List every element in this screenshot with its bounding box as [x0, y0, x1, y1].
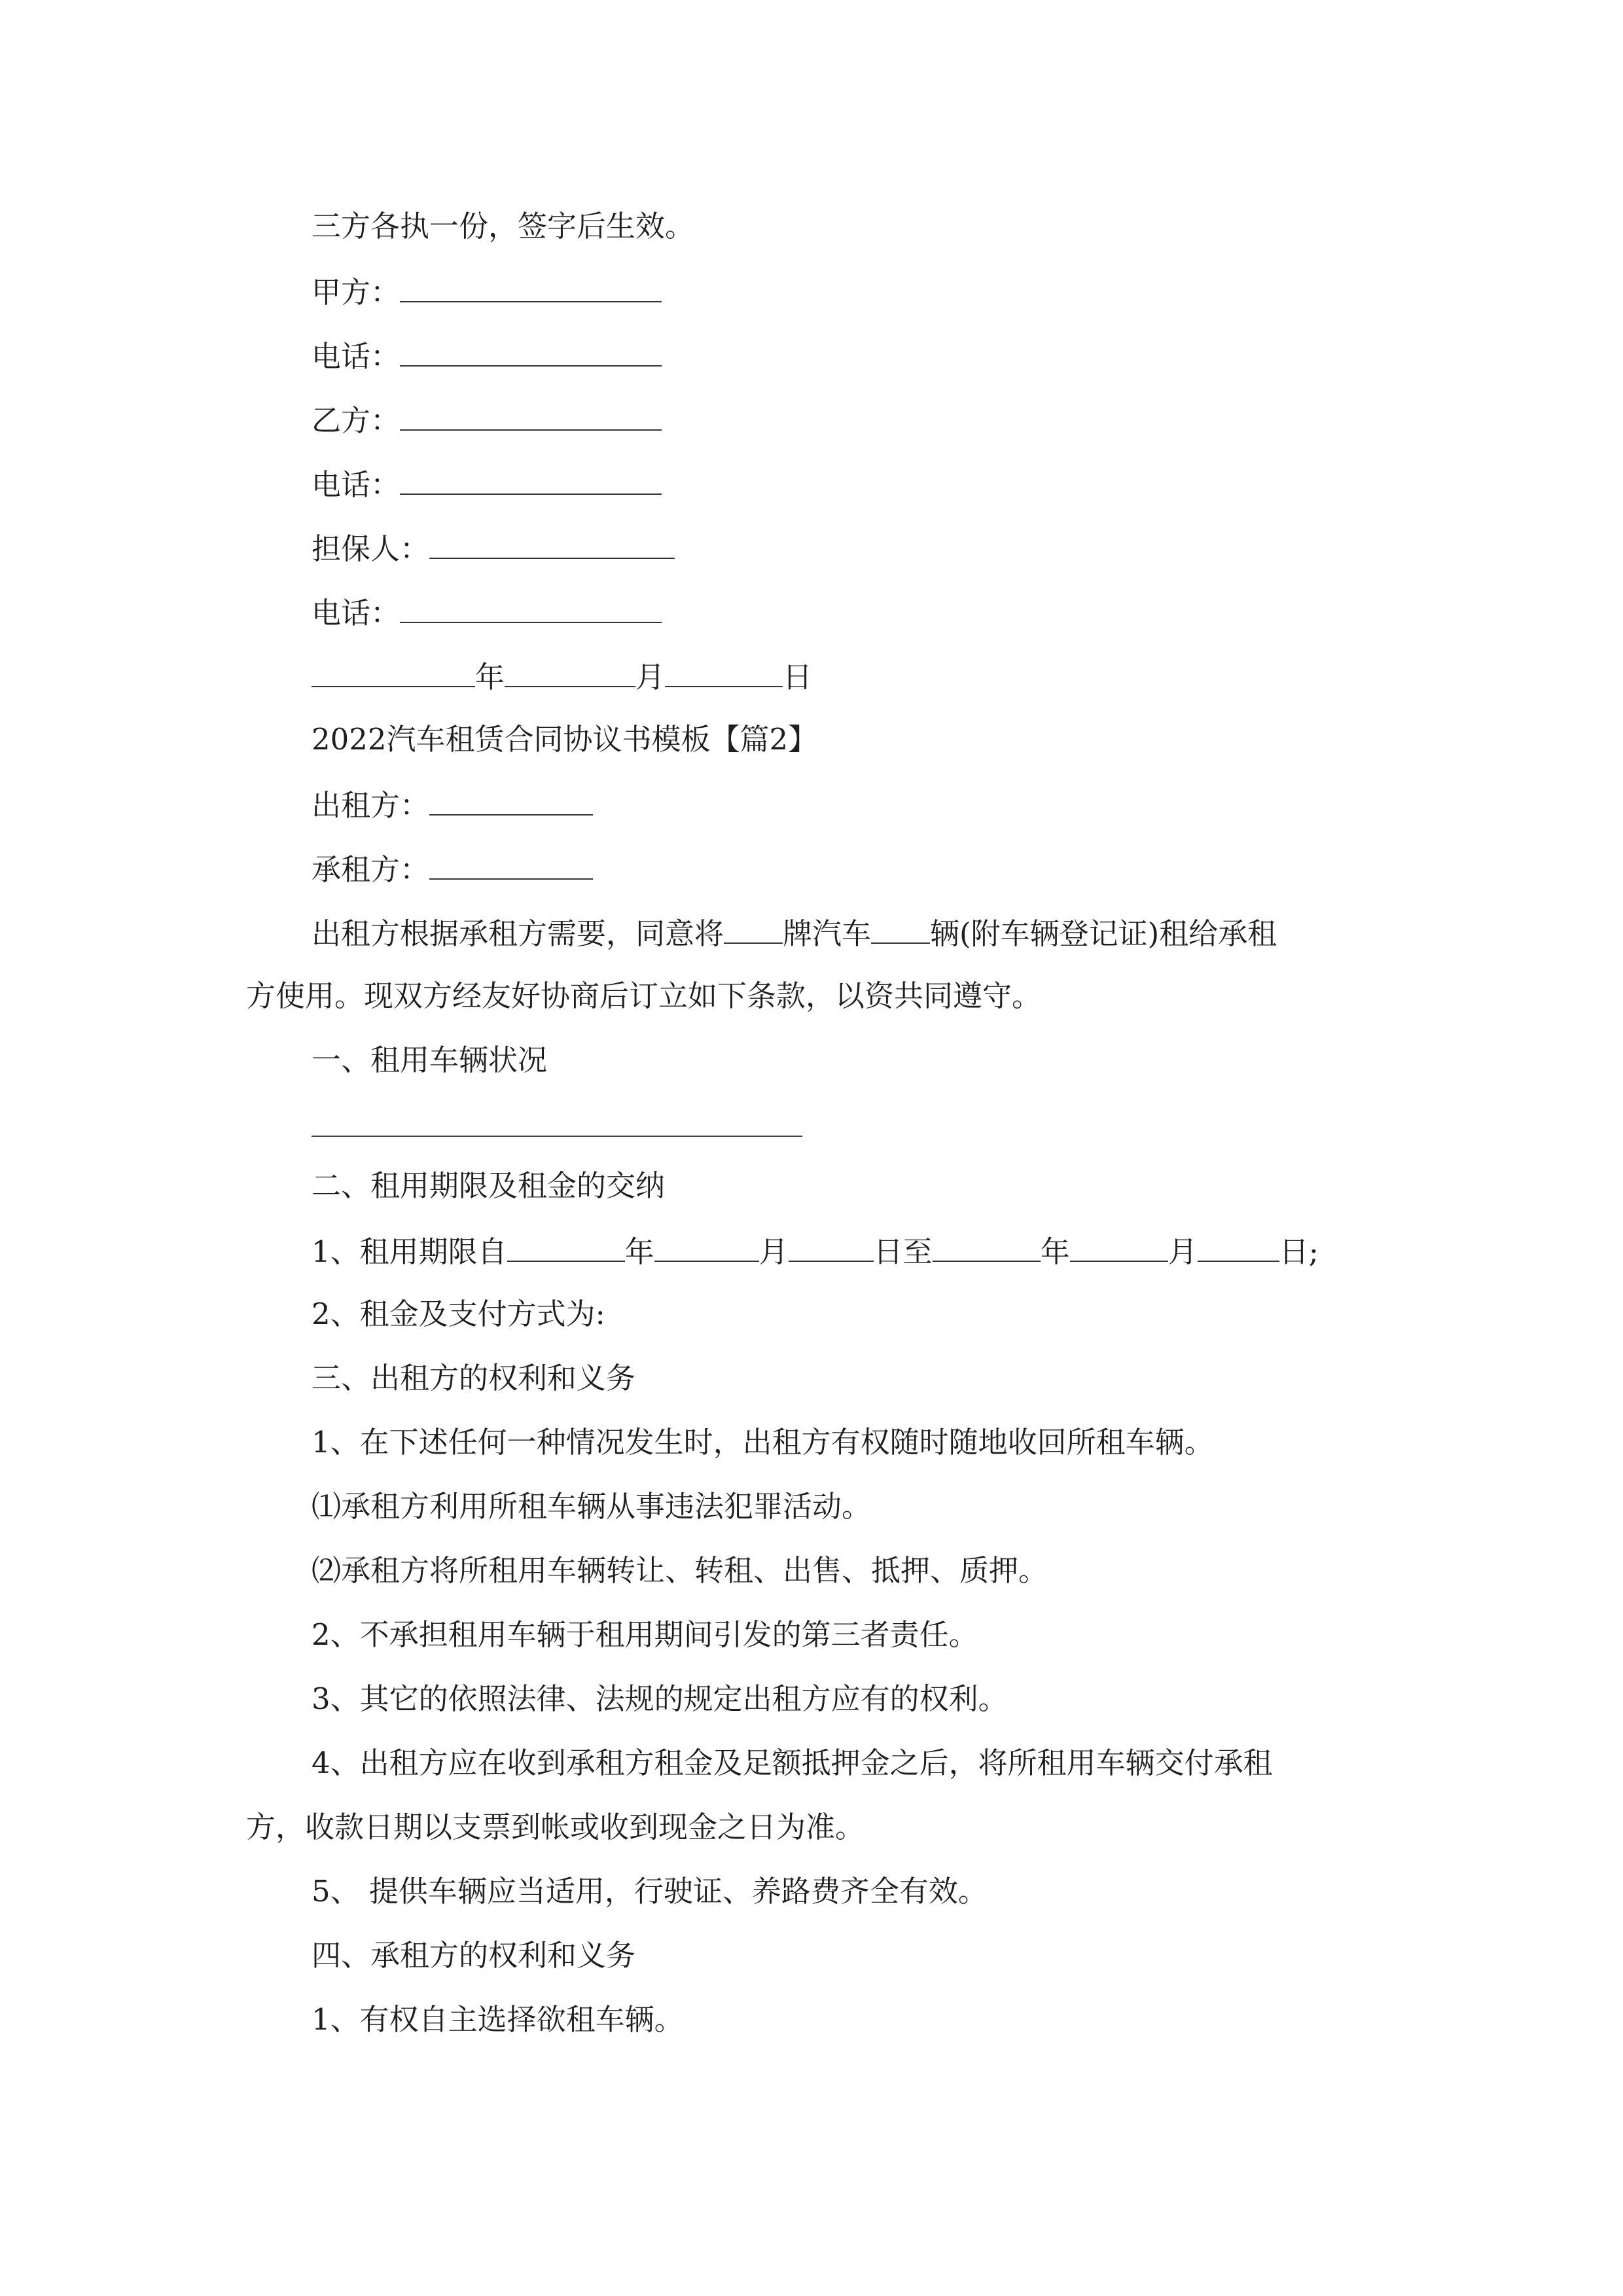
start-year-label: 年 — [624, 1234, 654, 1269]
month-blank — [505, 656, 635, 687]
phone-b-label: 电话： — [312, 467, 401, 502]
lessor-label: 出租方： — [312, 788, 430, 823]
guarantor-label: 担保人： — [312, 531, 430, 566]
start-month-blank — [654, 1230, 759, 1262]
lessor-blank — [429, 784, 593, 816]
clause-4-title: 四、承租方的权利和义务 — [312, 1938, 636, 1973]
phone-a-label: 电话： — [312, 339, 401, 374]
start-day-blank — [789, 1230, 874, 1262]
day-blank — [665, 656, 783, 687]
guarantor-line — [312, 528, 1623, 569]
intro-line-2: 方使用。现双方经友好协商后订立如下条款，以资共同遵守。 — [246, 978, 1042, 1013]
clause-1-title: 一、租用车辆状况 — [312, 1043, 548, 1077]
start-year-blank — [507, 1230, 625, 1262]
lessee-line — [312, 848, 1623, 889]
lessee-blank — [429, 848, 593, 880]
phone-g-label: 电话： — [312, 596, 401, 630]
party-a-line — [312, 271, 1623, 312]
party-b-line — [312, 399, 1623, 440]
end-year-blank — [933, 1230, 1041, 1262]
phone-a-line — [312, 335, 1623, 376]
rent-payment-line: 2、租金及支付方式为: — [312, 1297, 605, 1331]
clause-3-1: 1、在下述任何一种情况发生时，出租方有权随时随地收回所租车辆。 — [312, 1425, 1214, 1460]
clause-3-2: 2、不承担租用车辆于租用期间引发的第三者责任。 — [312, 1617, 978, 1652]
day-end-label: 日; — [1279, 1234, 1319, 1269]
end-year-label: 年 — [1040, 1234, 1070, 1269]
end-month-blank — [1070, 1230, 1168, 1262]
party-a-label: 甲方： — [312, 275, 401, 310]
phone-g-blank — [400, 592, 662, 623]
plate-blank — [724, 912, 783, 944]
day-label: 日 — [783, 660, 813, 694]
closing-text: 三方各执一份，签字后生效。 — [312, 209, 695, 243]
day-to-label: 日至 — [873, 1234, 933, 1269]
year-label: 年 — [475, 660, 505, 694]
clause-3-1-a: ⑴承租方利用所租车辆从事违法犯罪活动。 — [312, 1489, 872, 1524]
party-b-label: 乙方： — [312, 403, 401, 438]
section-title: 2022汽车租赁合同协议书模板【篇2】 — [312, 722, 818, 757]
end-day-blank — [1198, 1230, 1279, 1262]
clause-3-3: 3、其它的依照法律、法规的规定出租方应有的权利。 — [312, 1681, 1008, 1716]
lessee-label: 承租方： — [312, 852, 430, 887]
phone-g-line — [312, 592, 1623, 633]
intro-line-1 — [312, 912, 1623, 954]
end-month-label: 月 — [1168, 1234, 1198, 1269]
clause-3-1-b: ⑵承租方将所租用车辆转让、转租、出售、抵押、质押。 — [312, 1553, 1048, 1588]
rental-period-line — [312, 1230, 1623, 1272]
intro-part1: 出租方根据承租方需要，同意将 — [312, 916, 724, 951]
phone-b-blank — [400, 463, 662, 495]
clause-4-1: 1、有权自主选择欲租车辆。 — [312, 2002, 684, 2037]
phone-b-line — [312, 463, 1623, 505]
party-b-blank — [400, 399, 662, 431]
clause-2-title: 二、租用期限及租金的交纳 — [312, 1168, 666, 1203]
count-blank — [871, 912, 930, 944]
start-month-label: 月 — [758, 1234, 789, 1269]
clause-3-title: 三、出租方的权利和义务 — [312, 1361, 636, 1395]
signature-date-line — [312, 656, 1623, 697]
rental-period-prefix: 1、租用期限自 — [312, 1234, 507, 1269]
month-label: 月 — [635, 660, 666, 694]
intro-part3: 辆(附车辆登记证)租给承租 — [930, 916, 1277, 951]
guarantor-blank — [429, 528, 675, 559]
phone-a-blank — [400, 335, 662, 367]
clause-3-4-line-1: 4、出租方应在收到承租方租金及足额抵押金之后，将所租用车辆交付承租 — [312, 1746, 1273, 1780]
year-blank — [312, 656, 475, 687]
clause-3-4-line-2: 方，收款日期以支票到帐或收到现金之日为准。 — [246, 1810, 865, 1844]
vehicle-status-blank — [312, 1136, 802, 1137]
intro-part2: 牌汽车 — [783, 916, 872, 951]
clause-3-5: 5、 提供车辆应当适用，行驶证、养路费齐全有效。 — [312, 1874, 988, 1909]
party-a-blank — [400, 271, 662, 302]
lessor-line — [312, 784, 1623, 825]
